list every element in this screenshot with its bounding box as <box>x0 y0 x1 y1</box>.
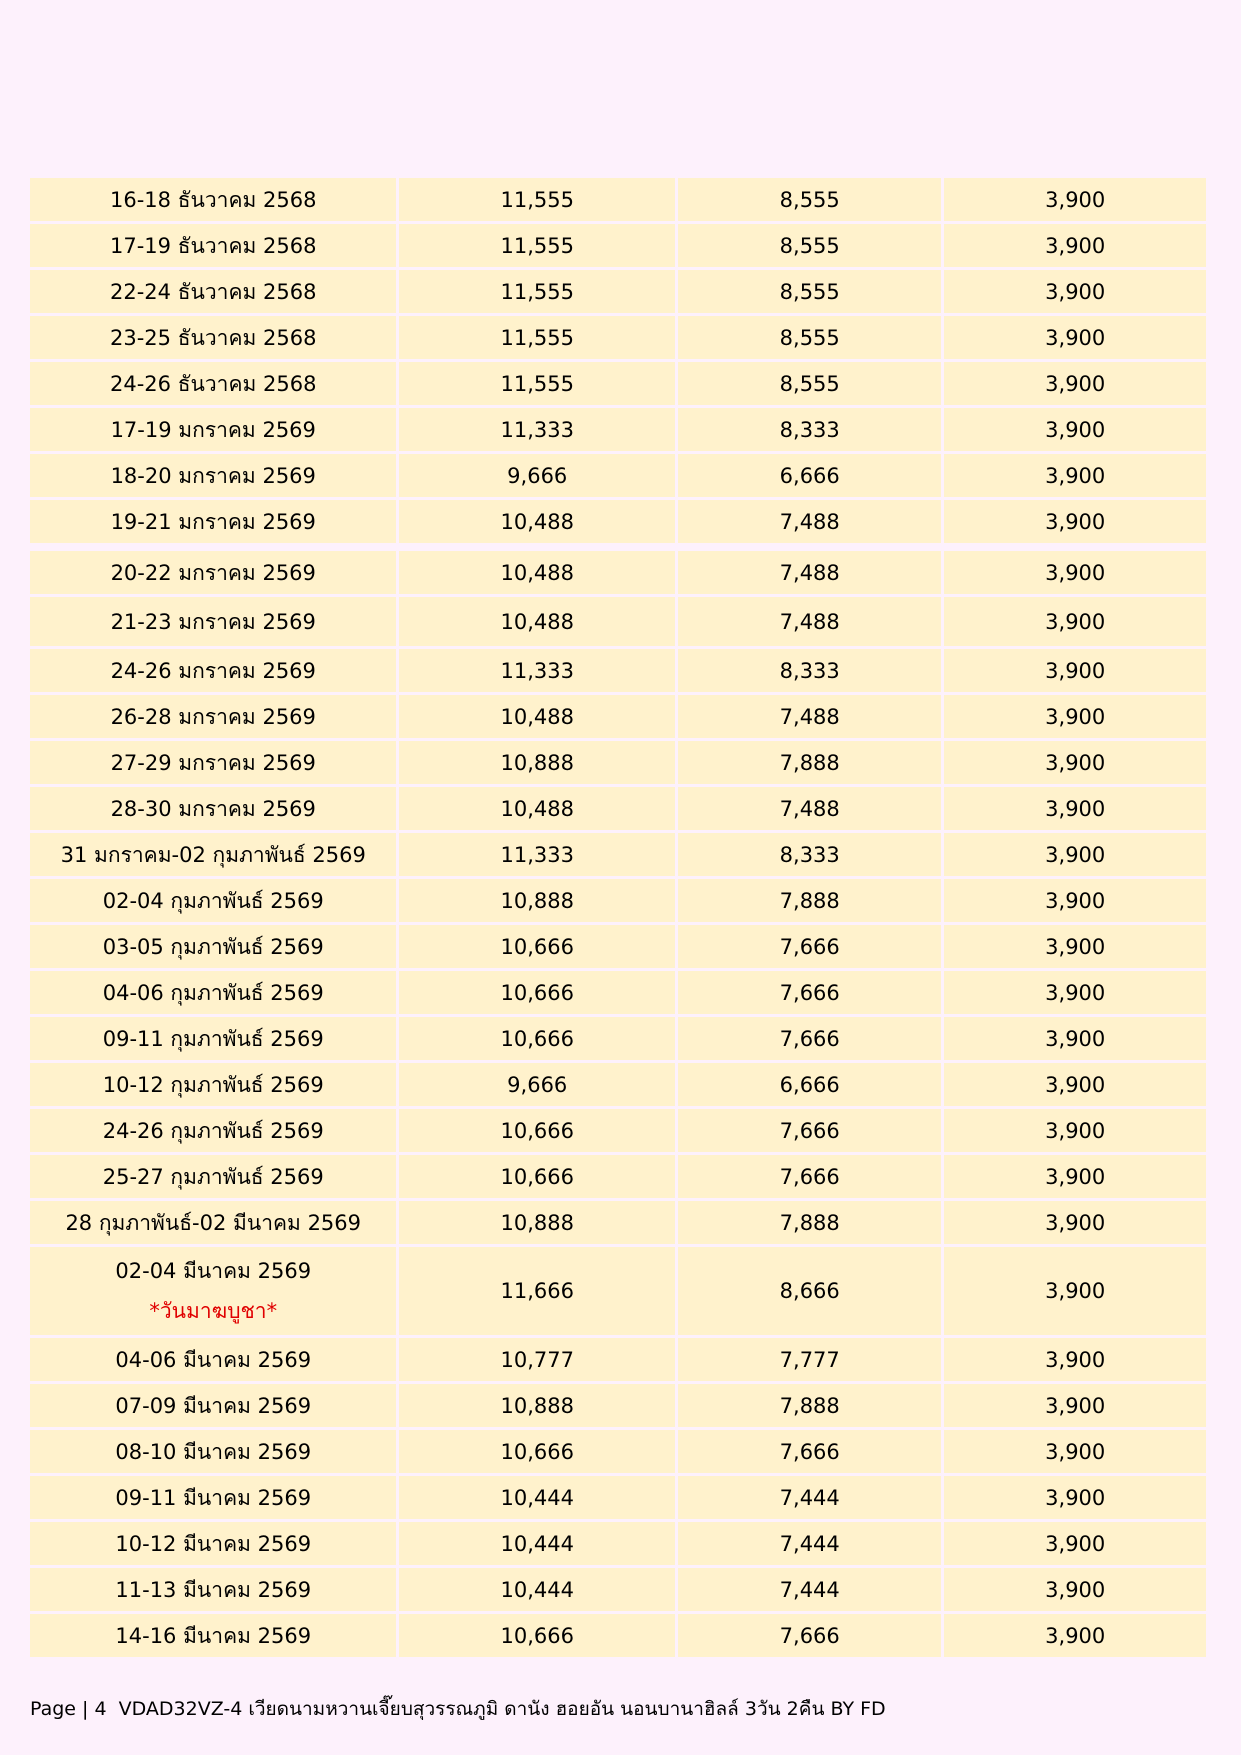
price-cell-2: 7,444 <box>678 1568 941 1611</box>
travel-date: 23-25 ธันวาคม 2568 <box>110 325 317 350</box>
price-cell-3: 3,900 <box>944 1430 1206 1473</box>
price-cell-3: 3,900 <box>944 270 1206 313</box>
price-cell-2: 8,555 <box>678 178 941 221</box>
table-row <box>30 695 1206 738</box>
price-cell-1: 10,488 <box>399 500 675 543</box>
price-cell-2: 8,555 <box>678 224 941 267</box>
price-cell-1: 10,666 <box>399 971 675 1014</box>
price-cell-1: 10,666 <box>399 1017 675 1060</box>
price-cell-2: 7,444 <box>678 1522 941 1565</box>
travel-date-cell <box>30 649 396 692</box>
travel-date: 14-16 มีนาคม 2569 <box>115 1623 312 1648</box>
price-cell-3: 3,900 <box>944 1247 1206 1335</box>
page-number: Page | 4 <box>30 1698 107 1720</box>
price-cell-3: 3,900 <box>944 178 1206 221</box>
travel-date-cell <box>30 1522 396 1565</box>
table-row <box>30 1384 1206 1427</box>
travel-date: 26-28 มกราคม 2569 <box>110 704 316 729</box>
travel-date: 09-11 กุมภาพันธ์ 2569 <box>102 1026 324 1051</box>
table-row <box>30 178 1206 221</box>
travel-date: 24-26 มกราคม 2569 <box>110 658 316 683</box>
table-row <box>30 971 1206 1014</box>
travel-date-cell <box>30 1614 396 1657</box>
travel-date: 28 กุมภาพันธ์-02 มีนาคม 2569 <box>65 1210 362 1235</box>
price-cell-3: 3,900 <box>944 500 1206 543</box>
price-cell-2: 7,666 <box>678 1614 941 1657</box>
document-title: VDAD32VZ-4 เวียดนามหวานเจี๊ยบสุวรรณภูมิ ดานัง ฮอยอัน นอนบานาฮิลล์ 3วัน 2คืน BY FD <box>118 1698 886 1720</box>
travel-date-cell <box>30 1384 396 1427</box>
travel-date: 27-29 มกราคม 2569 <box>110 750 316 775</box>
table-row <box>30 1017 1206 1060</box>
travel-date: 08-10 มีนาคม 2569 <box>115 1439 312 1464</box>
price-cell-3: 3,900 <box>944 879 1206 922</box>
table-row <box>30 1063 1206 1106</box>
price-cell-1: 10,888 <box>399 1201 675 1244</box>
travel-date-cell <box>30 1430 396 1473</box>
price-cell-2: 7,666 <box>678 971 941 1014</box>
travel-date-cell <box>30 1338 396 1381</box>
travel-date-cell <box>30 1201 396 1244</box>
price-cell-1: 10,488 <box>399 695 675 738</box>
travel-date: 18-20 มกราคม 2569 <box>110 463 316 488</box>
price-table-body <box>30 178 1206 1657</box>
travel-date: 07-09 มีนาคม 2569 <box>115 1393 312 1418</box>
price-cell-1: 10,666 <box>399 1109 675 1152</box>
price-cell-1: 11,666 <box>399 1247 675 1335</box>
price-cell-2: 7,777 <box>678 1338 941 1381</box>
price-cell-1: 10,444 <box>399 1522 675 1565</box>
travel-date-cell <box>30 741 396 784</box>
travel-date-cell <box>30 1017 396 1060</box>
price-cell-1: 10,488 <box>399 787 675 830</box>
price-cell-1: 11,555 <box>399 270 675 313</box>
travel-date: 11-13 มีนาคม 2569 <box>115 1577 312 1602</box>
travel-date: 24-26 ธันวาคม 2568 <box>110 371 317 396</box>
price-cell-1: 11,333 <box>399 649 675 692</box>
table-row <box>30 597 1206 646</box>
price-cell-2: 7,666 <box>678 1155 941 1198</box>
price-cell-1: 11,555 <box>399 224 675 267</box>
travel-date: 10-12 มีนาคม 2569 <box>115 1531 312 1556</box>
travel-date-cell <box>30 1568 396 1611</box>
travel-date-cell <box>30 500 396 543</box>
price-cell-2: 8,555 <box>678 270 941 313</box>
travel-date-cell <box>30 362 396 405</box>
price-cell-1: 10,666 <box>399 1155 675 1198</box>
price-cell-3: 3,900 <box>944 362 1206 405</box>
price-cell-2: 8,555 <box>678 362 941 405</box>
price-cell-3: 3,900 <box>944 787 1206 830</box>
table-row <box>30 741 1206 784</box>
price-cell-2: 8,555 <box>678 316 941 359</box>
price-cell-3: 3,900 <box>944 597 1206 646</box>
table-row <box>30 1476 1206 1519</box>
price-cell-2: 7,488 <box>678 546 941 594</box>
table-row <box>30 787 1206 830</box>
table-row <box>30 1201 1206 1244</box>
price-cell-2: 7,888 <box>678 879 941 922</box>
price-cell-2: 8,666 <box>678 1247 941 1335</box>
travel-date-cell <box>30 408 396 451</box>
travel-date-cell <box>30 1247 396 1335</box>
travel-date-cell <box>30 1063 396 1106</box>
price-cell-1: 10,888 <box>399 741 675 784</box>
travel-date: 25-27 กุมภาพันธ์ 2569 <box>102 1164 324 1189</box>
travel-date-cell <box>30 270 396 313</box>
table-row <box>30 408 1206 451</box>
price-cell-2: 7,888 <box>678 1201 941 1244</box>
table-row <box>30 1430 1206 1473</box>
price-cell-2: 7,888 <box>678 1384 941 1427</box>
travel-date-cell <box>30 546 396 594</box>
table-row <box>30 546 1206 594</box>
holiday-note: *วันมาฆบูชา* <box>149 1299 278 1323</box>
table-row <box>30 649 1206 692</box>
page-footer <box>30 1694 892 1724</box>
table-row <box>30 500 1206 543</box>
travel-date-cell <box>30 971 396 1014</box>
price-cell-2: 7,888 <box>678 741 941 784</box>
travel-date: 03-05 กุมภาพันธ์ 2569 <box>102 934 324 959</box>
travel-date: 02-04 กุมภาพันธ์ 2569 <box>102 888 324 913</box>
price-cell-3: 3,900 <box>944 408 1206 451</box>
travel-date-cell <box>30 316 396 359</box>
travel-date: 09-11 มีนาคม 2569 <box>115 1485 312 1510</box>
table-row <box>30 454 1206 497</box>
table-row <box>30 316 1206 359</box>
price-cell-3: 3,900 <box>944 1614 1206 1657</box>
price-cell-1: 11,555 <box>399 362 675 405</box>
price-cell-3: 3,900 <box>944 1476 1206 1519</box>
table-row <box>30 1614 1206 1657</box>
price-cell-1: 11,333 <box>399 833 675 876</box>
table-row <box>30 1109 1206 1152</box>
price-cell-1: 10,888 <box>399 879 675 922</box>
travel-date: 02-04 มีนาคม 2569 <box>115 1259 312 1283</box>
price-cell-1: 11,333 <box>399 408 675 451</box>
travel-date-cell <box>30 1476 396 1519</box>
travel-date: 22-24 ธันวาคม 2568 <box>110 279 317 304</box>
price-cell-1: 10,888 <box>399 1384 675 1427</box>
travel-date: 04-06 มีนาคม 2569 <box>115 1347 312 1372</box>
price-cell-1: 10,444 <box>399 1568 675 1611</box>
travel-date-cell <box>30 879 396 922</box>
price-cell-1: 9,666 <box>399 454 675 497</box>
price-cell-2: 7,666 <box>678 1109 941 1152</box>
price-cell-1: 11,555 <box>399 316 675 359</box>
table-row <box>30 1338 1206 1381</box>
price-cell-3: 3,900 <box>944 1017 1206 1060</box>
travel-date-cell <box>30 925 396 968</box>
travel-date: 17-19 มกราคม 2569 <box>110 417 316 442</box>
price-cell-1: 10,666 <box>399 1430 675 1473</box>
price-cell-1: 10,488 <box>399 597 675 646</box>
price-cell-3: 3,900 <box>944 833 1206 876</box>
price-cell-1: 10,444 <box>399 1476 675 1519</box>
table-row <box>30 1155 1206 1198</box>
price-cell-2: 8,333 <box>678 649 941 692</box>
price-cell-3: 3,900 <box>944 1063 1206 1106</box>
price-cell-1: 10,777 <box>399 1338 675 1381</box>
price-cell-2: 7,488 <box>678 695 941 738</box>
price-cell-1: 9,666 <box>399 1063 675 1106</box>
travel-date: 04-06 กุมภาพันธ์ 2569 <box>102 980 324 1005</box>
price-cell-3: 3,900 <box>944 1522 1206 1565</box>
table-row <box>30 1247 1206 1335</box>
travel-date-cell <box>30 787 396 830</box>
table-row <box>30 833 1206 876</box>
travel-date: 10-12 กุมภาพันธ์ 2569 <box>102 1072 324 1097</box>
price-cell-3: 3,900 <box>944 741 1206 784</box>
travel-date: 24-26 กุมภาพันธ์ 2569 <box>102 1118 324 1143</box>
price-cell-3: 3,900 <box>944 971 1206 1014</box>
price-cell-3: 3,900 <box>944 454 1206 497</box>
travel-date-cell <box>30 833 396 876</box>
price-cell-3: 3,900 <box>944 1384 1206 1427</box>
price-cell-3: 3,900 <box>944 224 1206 267</box>
price-cell-3: 3,900 <box>944 316 1206 359</box>
travel-date: 28-30 มกราคม 2569 <box>110 796 316 821</box>
travel-date: 17-19 ธันวาคม 2568 <box>110 233 317 258</box>
travel-date-cell <box>30 1155 396 1198</box>
price-cell-2: 8,333 <box>678 408 941 451</box>
travel-date: 20-22 มกราคม 2569 <box>110 560 316 585</box>
travel-date: 31 มกราคม-02 กุมภาพันธ์ 2569 <box>60 842 366 867</box>
price-cell-2: 7,666 <box>678 1430 941 1473</box>
table-row <box>30 1568 1206 1611</box>
travel-date-cell <box>30 597 396 646</box>
price-cell-1: 11,555 <box>399 178 675 221</box>
price-cell-3: 3,900 <box>944 1338 1206 1381</box>
travel-date-cell <box>30 178 396 221</box>
price-cell-1: 10,666 <box>399 925 675 968</box>
travel-date-cell <box>30 1109 396 1152</box>
price-cell-2: 7,666 <box>678 1017 941 1060</box>
price-cell-3: 3,900 <box>944 925 1206 968</box>
table-row <box>30 1522 1206 1565</box>
price-cell-3: 3,900 <box>944 695 1206 738</box>
travel-date: 21-23 มกราคม 2569 <box>110 609 316 634</box>
price-cell-3: 3,900 <box>944 1155 1206 1198</box>
travel-date-cell <box>30 454 396 497</box>
table-row <box>30 362 1206 405</box>
table-row <box>30 879 1206 922</box>
price-cell-2: 6,666 <box>678 454 941 497</box>
price-cell-2: 7,488 <box>678 787 941 830</box>
travel-date-cell <box>30 224 396 267</box>
price-cell-2: 7,444 <box>678 1476 941 1519</box>
price-cell-2: 6,666 <box>678 1063 941 1106</box>
price-cell-2: 8,333 <box>678 833 941 876</box>
price-cell-1: 10,666 <box>399 1614 675 1657</box>
price-cell-3: 3,900 <box>944 1201 1206 1244</box>
price-cell-2: 7,488 <box>678 500 941 543</box>
table-row <box>30 925 1206 968</box>
table-row <box>30 224 1206 267</box>
price-table <box>27 175 1209 1660</box>
table-row <box>30 270 1206 313</box>
travel-date: 19-21 มกราคม 2569 <box>110 509 316 534</box>
price-cell-3: 3,900 <box>944 1568 1206 1611</box>
price-cell-3: 3,900 <box>944 1109 1206 1152</box>
price-cell-3: 3,900 <box>944 649 1206 692</box>
price-cell-2: 7,488 <box>678 597 941 646</box>
travel-date-cell <box>30 695 396 738</box>
price-cell-3: 3,900 <box>944 546 1206 594</box>
travel-date: 16-18 ธันวาคม 2568 <box>110 187 317 212</box>
price-cell-2: 7,666 <box>678 925 941 968</box>
price-cell-1: 10,488 <box>399 546 675 594</box>
